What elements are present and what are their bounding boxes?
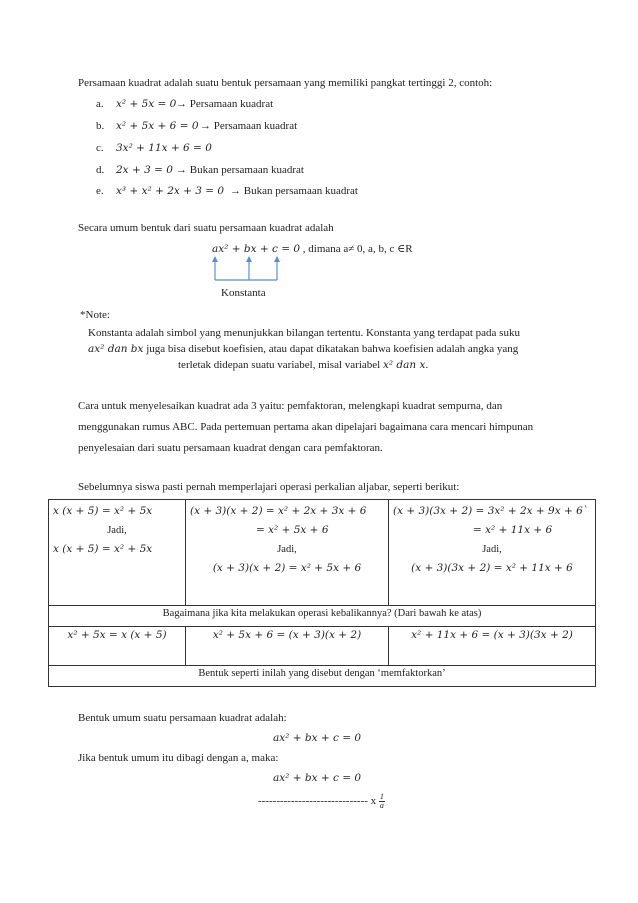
note-math-variables: x² dan x — [382, 359, 426, 371]
cell-line: x (x + 5) = x² + 5x — [53, 543, 153, 555]
general-form-eq: ax² + bx + c = 0 — [273, 732, 362, 744]
konstanta-arrows — [205, 254, 295, 282]
example-expr: x² + 5x = 0 — [116, 98, 177, 110]
table-footer: Bentuk seperti inilah yang disebut dengan ‘memfaktorkan’ — [49, 666, 596, 687]
example-letter: e. — [96, 185, 104, 197]
intro-text: Persamaan kuadrat adalah suatu bentuk persamaan yang memiliki pangkat tertinggi 2, contoh: — [78, 77, 493, 89]
arrow-head-icon — [274, 256, 280, 262]
general-form-label: Bentuk umum suatu persamaan kuadrat adalah: — [78, 712, 287, 724]
example-note: → Persamaan kuadrat — [176, 98, 274, 110]
note-line-3-text: terletak didepan suatu variabel, misal variabel — [178, 359, 383, 371]
table-row — [49, 606, 596, 627]
example-letter: b. — [96, 120, 105, 132]
example-letter: d. — [96, 164, 105, 176]
before-table-text: Sebelumnya siswa pasti pernah memperlajari operasi perkalian aljabar, seperti berikut: — [78, 481, 460, 493]
example-letter: a. — [96, 98, 104, 110]
general-intro: Secara umum bentuk dari suatu persamaan kuadrat adalah — [78, 222, 334, 234]
fraction-one-over-a — [379, 793, 385, 810]
divide-eq: ax² + bx + c = 0 — [273, 772, 362, 784]
cell-line: (x + 3)(3x + 2) = x² + 11x + 6 — [411, 562, 573, 574]
table-row — [49, 500, 596, 606]
divide-label: Jika bentuk umum itu dibagi dengan a, maka: — [78, 752, 279, 764]
methods-line-1: Cara untuk menyelesaikan kuadrat ada 3 yaitu: pemfaktoran, melengkapi kuadrat sempurna, dan — [78, 400, 503, 412]
table-question: Bagaimana jika kita melakukan operasi kebalikannya? (Dari bawah ke atas) — [49, 606, 596, 627]
general-formula: ax² + bx + c = 0 — [212, 243, 301, 255]
methods-line-3: penyelesaian dari suatu persamaan kuadrat dengan cara pemfaktoran. — [78, 442, 383, 454]
table-row — [49, 627, 596, 666]
konstanta-label: Konstanta — [221, 287, 266, 299]
example-e — [96, 185, 358, 197]
example-expr: 2x + 3 = 0 — [116, 164, 173, 176]
example-d — [96, 164, 304, 176]
methods-line-2: menggunakan rumus ABC. Pada pertemuan pertama akan dipelajari bagaimana cara mencari himpunan — [78, 421, 534, 433]
table-cell-multiplication-3 — [389, 500, 596, 606]
arrow-head-icon — [212, 256, 218, 262]
cell-line: Jadi, — [277, 544, 297, 555]
example-c — [96, 142, 212, 154]
cell-line: = x² + 5x + 6 — [256, 524, 329, 536]
table-cell-reverse-1: x² + 5x = x (x + 5) — [49, 627, 186, 666]
cell-line: (x + 3)(x + 2) = x² + 2x + 3x + 6 — [190, 505, 367, 517]
note-math-terms: ax² dan bx — [88, 343, 144, 355]
cell-line: Jadi, — [482, 544, 502, 555]
divide-multiplier — [258, 793, 385, 810]
example-note: → Bukan persamaan kuadrat — [230, 185, 358, 197]
example-expr: x² + 5x + 6 = 0 — [116, 120, 199, 132]
factoring-table — [48, 499, 596, 687]
cell-line: = x² + 11x + 6 — [473, 524, 553, 536]
table-cell-reverse-2: x² + 5x + 6 = (x + 3)(x + 2) — [186, 627, 389, 666]
example-expr: 3x² + 11x + 6 = 0 — [116, 142, 212, 154]
cell-line: (x + 3)(3x + 2) = 3x² + 2x + 9x + 6` — [393, 505, 589, 517]
example-a — [96, 98, 274, 110]
cell-line: x (x + 5) = x² + 5x — [53, 505, 153, 517]
table-row — [49, 666, 596, 687]
fraction-numerator: 1 — [379, 792, 384, 801]
note-line-1: Konstanta adalah simbol yang menunjukkan bilangan tertentu. Konstanta yang terdapat pada suku — [88, 327, 520, 339]
table-cell-multiplication-2 — [186, 500, 389, 606]
cell-line: (x + 3)(x + 2) = x² + 5x + 6 — [212, 562, 362, 574]
example-note: → Persamaan kuadrat — [200, 120, 298, 132]
note-line-3-end: . — [425, 359, 429, 371]
arrow-head-icon — [246, 256, 252, 262]
table-cell-multiplication-1 — [49, 500, 186, 606]
fraction-denominator: a — [379, 801, 384, 810]
table-cell-reverse-3: x² + 11x + 6 = (x + 3)(3x + 2) — [389, 627, 596, 666]
example-b — [96, 120, 298, 132]
note-line-3 — [178, 359, 428, 371]
note-line-2-text: juga bisa disebut koefisien, atau dapat dikatakan bahwa koefisien adalah angka yang — [143, 343, 519, 355]
cell-line: Jadi, — [107, 525, 127, 536]
example-expr: x³ + x² + 2x + 3 = 0 — [116, 185, 225, 197]
example-letter: c. — [96, 142, 104, 154]
note-label: *Note: — [80, 309, 110, 321]
example-note: → Bukan persamaan kuadrat — [176, 164, 304, 176]
divide-dashes: ------------------------------ x — [258, 795, 377, 808]
general-condition: , dimana a≠ 0, a, b, c ∈R — [302, 243, 413, 255]
note-line-2 — [88, 343, 518, 355]
